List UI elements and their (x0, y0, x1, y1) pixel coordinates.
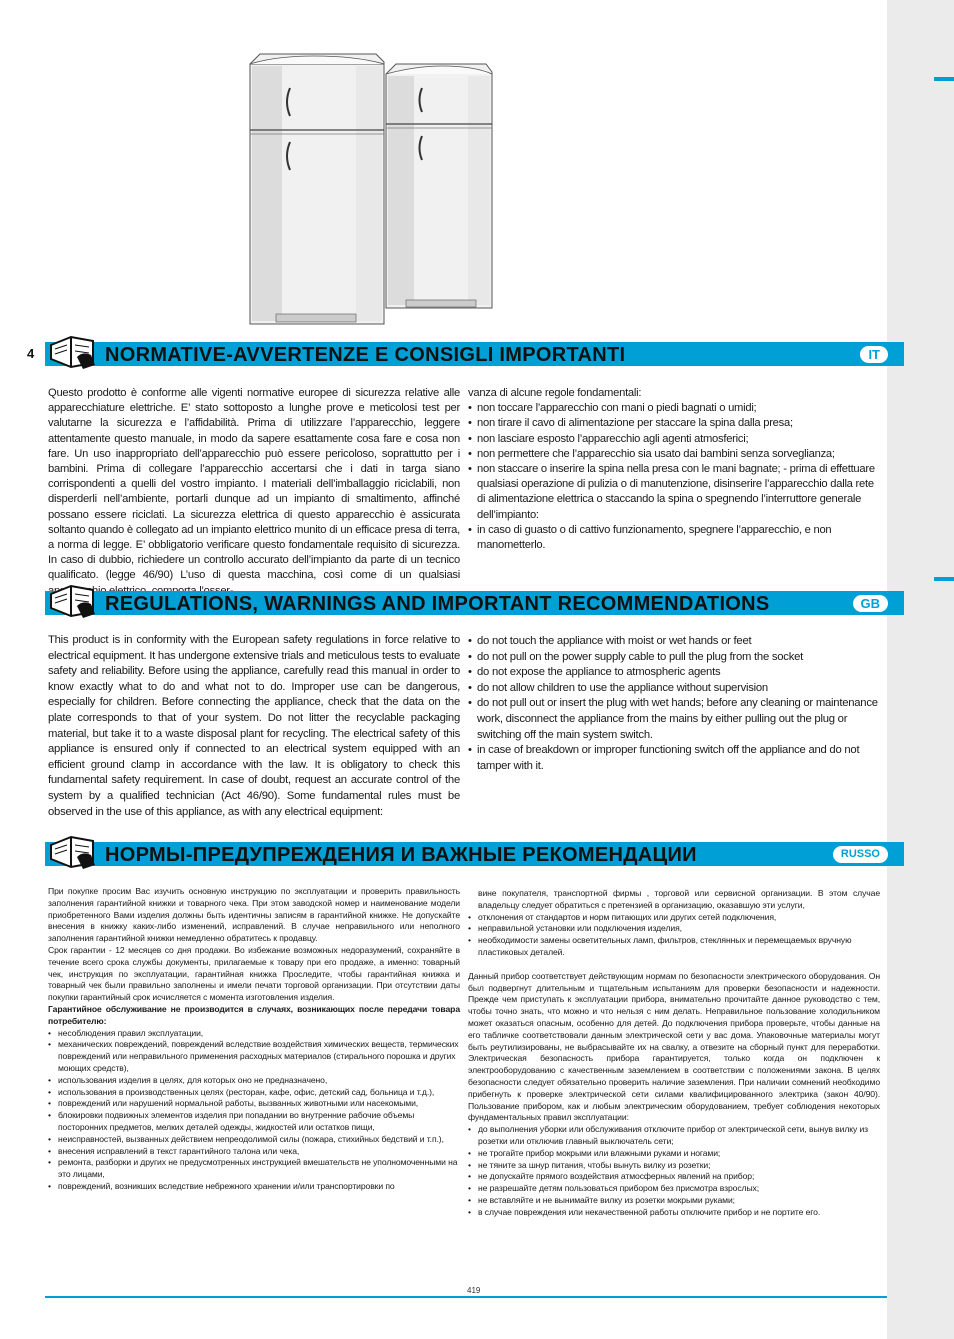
list-item: • in caso di guasto o di cattivo funzionamento, spegnere l’apparecchio, e non manometterlo. (468, 523, 880, 553)
fridges-illustration (246, 52, 494, 332)
list-item: • do not pull on the power supply cable to pull the plug from the socket (468, 650, 880, 666)
list-item: • до выполнения уборки или обслуживания отключите прибор от электрической сети, вынув вилку из розетки или отключив главный выключатель сети; (468, 1124, 880, 1148)
list-item: • повреждений или нарушений нормальной работы, вызванных животными или насекомыми, (48, 1098, 460, 1110)
lang-badge: RUSSO (833, 846, 888, 863)
side-tick (934, 77, 954, 81)
list-item: • в случае повреждения или некачественной работы отключите прибор и не портите его. (468, 1207, 880, 1219)
it-right-column (468, 386, 880, 553)
section-banner-it (27, 342, 904, 366)
list-item: • использования изделия в целях, для которых оно не предназначено, (48, 1075, 460, 1087)
it-left-column (48, 386, 460, 599)
it-intro: vanza di alcune regole fondamentali: (468, 387, 642, 399)
section-banner-gb (45, 591, 904, 615)
list-item: • механических повреждений, повреждений вследствие воздействия химических веществ, термических повреждений или неправильного применения расходных материалов (стирального порошка и других моющих средств), (48, 1039, 460, 1074)
side-strip (887, 0, 954, 1339)
side-tick (934, 577, 954, 581)
ru-bold-heading: Гарантийное обслуживание не производится в случаях, возникающих после передачи товара потребителю: (48, 1003, 460, 1026)
list-item: • do not expose the appliance to atmospheric agents (468, 665, 880, 681)
list-item: • non staccare o inserire la spina nella presa con le mani bagnate; - prima di effettuare qualsiasi operazione di pulizia o di manutenzione, disinserire l’apparecchio dalla rete di alimentazione elettrica o staccando la spina o spegnendo l’interruttore generale dell’impianto: (468, 462, 880, 523)
section-number: 4 (27, 346, 35, 361)
section-banner-ru (45, 842, 904, 866)
list-item: • non tirare il cavo di alimentazione per staccare la spina dalla presa; (468, 416, 880, 431)
book-hand-icon (47, 331, 97, 371)
page-number: 419 (467, 1286, 481, 1295)
book-hand-icon (47, 831, 97, 871)
list-item: • использования в производственных целях (ресторан, кафе, офис, детский сад, больница и т.д.), (48, 1087, 460, 1099)
lang-badge: GB (853, 595, 889, 612)
ru-left-column (48, 886, 460, 1193)
list-item: • не вставляйте и не вынимайте вилку из розетки мокрыми руками; (468, 1195, 880, 1207)
list-item: • in case of breakdown or improper functioning switch off the appliance and do not tamper with it. (468, 743, 880, 774)
list-item: • необходимости замены осветительных ламп, фильтров, стеклянных и перемещаемых вручную пластиковых деталей. (468, 935, 880, 959)
section-title: NORMATIVE-AVVERTENZE E CONSIGLI IMPORTANTI (105, 344, 626, 366)
list-item: • do not allow children to use the appliance without supervision (468, 681, 880, 697)
list-item: • non permettere che l’apparecchio sia usato dai bambini senza sorveglianza; (468, 447, 880, 462)
lang-badge: IT (860, 346, 888, 363)
list-item: • несоблюдения правил эксплуатации, (48, 1028, 460, 1040)
list-item: • отклонения от стандартов и норм питающих или других сетей подключения, (468, 912, 880, 924)
list-item: • повреждений, возникших вследствие небрежного хранении и/или транспортировки по (48, 1181, 460, 1193)
gb-left-column (48, 633, 460, 820)
ru-paragraph: Срок гарантии - 12 месяцев со дня продажи. Во избежание возможных недоразумений, сохраняйте в течение всего срока службы документы, прилагаемые к товару при его продаже, а именно: товарный чек, инструкция по эксплуатации, гарантийная книжка Проследите, чтобы гарантийная книжка и товарный чек были правильно заполнены и имели печати торговой организации. При отсутствии даты покупки гарантийный срок исчисляется с момента изготовления изделия. (48, 944, 460, 1003)
ru-paragraph: При покупке просим Вас изучить основную инструкцию по эксплуатации и проверить правильность заполнения гарантийной книжки и товарного чека. При этом заводской номер и наименование модели приобретенного Вами изделия должны быть идентичны записям в гарантийной книжке. Не допускайте внесения в книжку каких-либо изменений, исправлений. В случае неправильного или неполного заполнения гарантийной книжки немедленно обратитесь к продавцу. (48, 886, 460, 944)
list-item: • non toccare l’apparecchio con mani o piedi bagnati o umidi; (468, 401, 880, 416)
list-item: • неисправностей, вызванных действием непреодолимой силы (пожара, стихийных бедствий и т.п.), (48, 1134, 460, 1146)
list-item: • не тяните за шнур питания, чтобы вынуть вилку из розетки; (468, 1160, 880, 1172)
list-item: • не допускайте прямого воздействия атмосферных явлений на прибор; (468, 1171, 880, 1183)
ru-paragraph: вине покупателя, транспортной фирмы , торговой или сервисной организации. В этом случае владельцу следует обратиться с претензией в организацию, оказавшую эти услуги, (478, 888, 880, 910)
section-title: REGULATIONS, WARNINGS AND IMPORTANT RECOMMENDATIONS (105, 593, 770, 615)
section-title: НОРМЫ-ПРЕДУПРЕЖДЕНИЯ И ВАЖНЫЕ РЕКОМЕНДАЦИИ (105, 844, 697, 866)
gb-paragraph: This product is in conformity with the European safety regulations in force relative to electrical equipment. It has undergone extensive trials and meticulous tests to evaluate safety and reliability. Before using the appliance, carefully read this manual in order to know exactly what to do and what not to do. Improper use can be dangerous, especially for children. Before connecting the appliance, check that the data on the plate corresponds to that of your system. Do not litter the recyclable packaging material, but take it to a waste disposal plant for recycling. The electrical safety of this appliance is ensured only if connected to an electrical system equipped with an efficient ground clamp in accordance with the law. It is obligatory to check this fundamental safety requirement. In case of doubt, request an accurate control of the system by a qualified technician (Act 46/90). Some fundamental rules must be observed in the use of this appliance, as with any electrical equipment: (48, 634, 460, 818)
list-item: • не разрешайте детям пользоваться прибором без присмотра взрослых; (468, 1183, 880, 1195)
footer-divider (45, 1296, 887, 1298)
list-item: • не трогайте прибор мокрыми или влажными руками и ногами; (468, 1148, 880, 1160)
list-item: • non lasciare esposto l’apparecchio agli agenti atmosferici; (468, 432, 880, 447)
list-item: • do not touch the appliance with moist or wet hands or feet (468, 634, 880, 650)
ru-right-column (468, 888, 880, 1219)
ru-paragraph: Данный прибор соответствует действующим нормам по безопасности электрического оборудования. Он был подвергнут длительным и тщательным испытаниям для проверки безопасности и надежности. Прежде чем приступать к эксплуатации прибора, внимательно прочитайте данное руководство с тем, чтобы точно знать, что можно и что нельзя с ним делать. Неправильное пользование холодильником может оказаться опасным, особенно для детей. До подключения прибора проверьте, чтобы данные на его табличке соответствовали данным электрической сети у вас дома. Упаковочные материалы могут быть реутилизированы, не выбрасывайте их на свалку, а отвезите на сборный пункт для переработки. Электрическая безопасность прибора гарантируется, только когда он подключен к электрооборудованию с качественным заземлением в соответствии с положениями закона. В целях безопасности следует обязательно проверить наличие заземления. При наличии сомнений необходимо прибегнуть к проверке электрической сети силами квалифицированного электрика (закон 40/90). Пользование прибором, как и любым электрическим оборудованием, требует соблюдения некоторых фундаментальных правил эксплуатации: (468, 970, 880, 1123)
it-paragraph: Questo prodotto è conforme alle vigenti normative europee di sicurezza relative alle apparecchiature elettriche. E’ stato sottoposto a lunghe prove e meticolosi test per valutarne la sicurezza e l’affidabilità. Prima di utilizzare l’apparecchio, leggere attentamente questo manuale, in modo da sapere esattamente cosa fare e cosa non fare. Un uso inappropriato dell’apparecchio può essere pericoloso, soprattutto per i bambini. Prima di collegare l’apparecchio accertarsi che i dati in targa siano corrispondenti a quelli del vostro impianto. I materiali dell’imballaggio riciclabili, non disperderli nell’ambiente, portarli dunque ad un impianto di smaltimento, affinché possano essere riciclati. La sicurezza elettrica di questo apparecchio è assicurata soltanto quando è collegato ad un impianto elettrico munito di un efficace presa di terra, a norma di legge. E’ obbligatorio verificare questo fondamentale requisito di sicurezza. In caso di dubbio, richiedere un controllo accurato dell’impianto da parte di un tecnico qualificato. (legge 46/90) L’uso di questa macchina, così come di un qualsiasi (48, 387, 460, 582)
list-item: • do not pull out or insert the plug with wet hands; before any cleaning or maintenance work, disconnect the appliance from the mains by either pulling out the plug or switching off the main system switch. (468, 696, 880, 743)
list-item: • блокировки подвижных элементов изделия при попадании во внутренние рабочие объемы посторонних предметов, мелких деталей одежды, жидкостей или остатков пищи, (48, 1110, 460, 1134)
list-item: • внесения исправлений в текст гарантийного талона или чека, (48, 1146, 460, 1158)
list-item: • неправильной установки или подключения изделия, (468, 923, 880, 935)
list-item: • ремонта, разборки и других не предусмотренных инструкцией вмешательств не уполномоченными на это лицами, (48, 1157, 460, 1181)
book-hand-icon (47, 580, 97, 620)
gb-right-column (468, 634, 880, 774)
